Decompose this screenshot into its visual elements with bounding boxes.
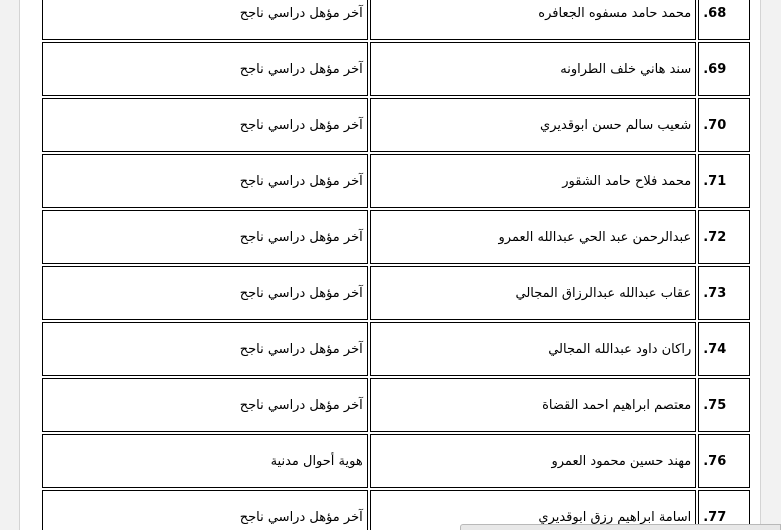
person-name-cell: عقاب عبدالله عبدالرزاق المجالي xyxy=(370,266,697,320)
person-name-cell: محمد حامد مسفوه الجعافره xyxy=(370,0,697,40)
qualification-cell: آخر مؤهل دراسي ناجح xyxy=(42,42,368,96)
row-number: .69 xyxy=(703,61,727,77)
person-name-cell: سند هاني خلف الطراونه xyxy=(370,42,697,96)
table-row xyxy=(42,322,750,376)
qualification-cell: هوية أحوال مدنية xyxy=(42,434,368,488)
person-name-cell: محمد فلاح حامد الشقور xyxy=(370,154,697,208)
table-row xyxy=(42,378,750,432)
qualification-cell: آخر مؤهل دراسي ناجح xyxy=(42,98,368,152)
row-number-cell xyxy=(698,98,750,152)
row-number: .68 xyxy=(703,5,727,21)
row-number-cell xyxy=(698,322,750,376)
qualification-cell: آخر مؤهل دراسي ناجح xyxy=(42,0,368,40)
row-number: .72 xyxy=(703,229,727,245)
qualification-cell: آخر مؤهل دراسي ناجح xyxy=(42,210,368,264)
row-number: .74 xyxy=(703,341,727,357)
row-number: .77 xyxy=(703,509,727,525)
row-number: .70 xyxy=(703,117,727,133)
table-row xyxy=(42,210,750,264)
person-name-cell: شعيب سالم حسن ابوقديري xyxy=(370,98,697,152)
qualification-cell: آخر مؤهل دراسي ناجح xyxy=(42,490,368,530)
qualification-cell: آخر مؤهل دراسي ناجح xyxy=(42,378,368,432)
person-name-cell: اسامة ابراهيم رزق ابوقديري xyxy=(370,490,697,530)
row-number-cell xyxy=(698,378,750,432)
document-page xyxy=(19,0,761,530)
row-number: .75 xyxy=(703,397,727,413)
table-row xyxy=(42,98,750,152)
row-number-cell xyxy=(698,210,750,264)
row-number-cell xyxy=(698,266,750,320)
person-name-cell: مهند حسين محمود العمرو xyxy=(370,434,697,488)
qualification-cell: آخر مؤهل دراسي ناجح xyxy=(42,322,368,376)
qualification-cell: آخر مؤهل دراسي ناجح xyxy=(42,154,368,208)
table-row xyxy=(42,154,750,208)
person-name-cell: معتصم ابراهيم احمد القضاة xyxy=(370,378,697,432)
table-row xyxy=(42,434,750,488)
row-number-cell xyxy=(698,434,750,488)
table-row xyxy=(42,42,750,96)
person-name-cell: عبدالرحمن عبد الحي عبدالله العمرو xyxy=(370,210,697,264)
table-row xyxy=(42,0,750,40)
row-number: .73 xyxy=(703,285,727,301)
records-table-body xyxy=(42,0,750,530)
horizontal-scrollbar[interactable] xyxy=(460,524,781,530)
row-number-cell xyxy=(698,42,750,96)
person-name-cell: راكان داود عبدالله المجالي xyxy=(370,322,697,376)
records-table xyxy=(40,0,752,530)
table-row xyxy=(42,266,750,320)
row-number: .71 xyxy=(703,173,727,189)
qualification-cell: آخر مؤهل دراسي ناجح xyxy=(42,266,368,320)
row-number: .76 xyxy=(703,453,727,469)
row-number-cell xyxy=(698,154,750,208)
row-number-cell xyxy=(698,0,750,40)
